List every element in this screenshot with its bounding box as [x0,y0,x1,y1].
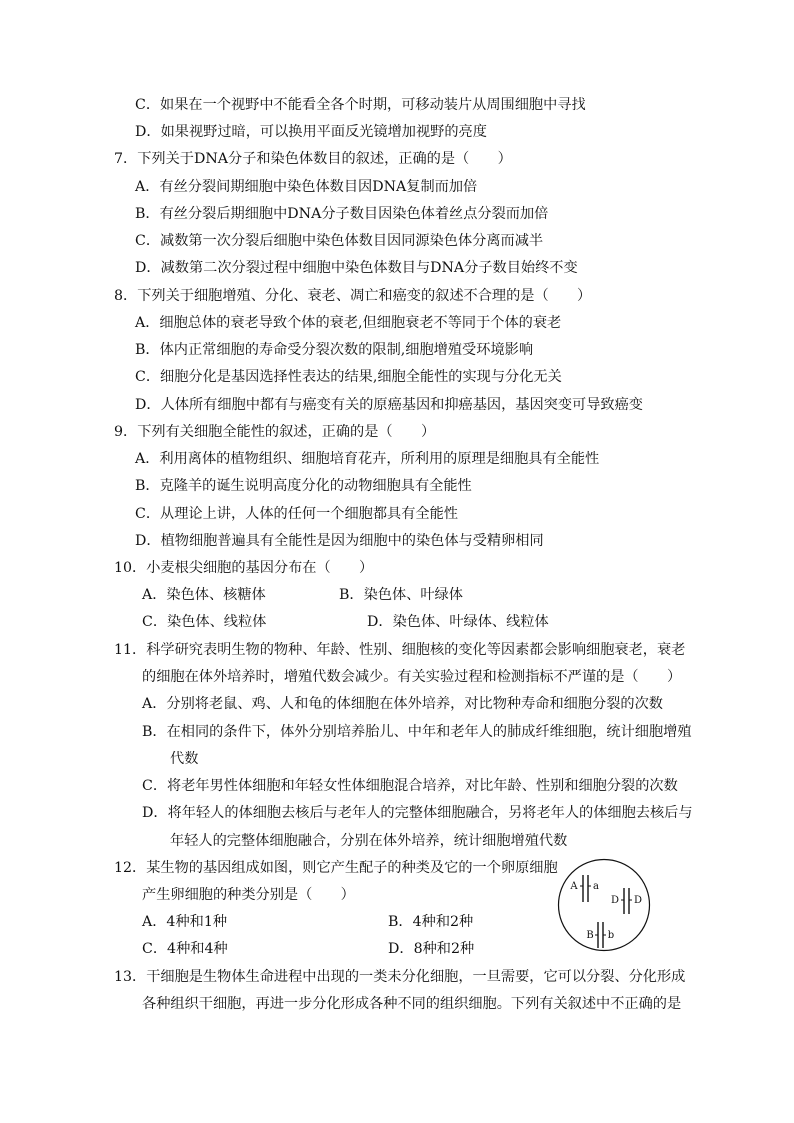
q12-option-a: A．4种和1种 [142,914,228,930]
q10-option-d: D．染色体、叶绿体、线粒体 [367,614,549,630]
gene-label-D2: D [633,895,643,906]
q12-option-d: D．8种和2种 [388,941,475,957]
q10-option-a: A．染色体、核糖体 [142,587,266,603]
q11-option-c: C．将老年男性体细胞和年轻女性体细胞混合培养，对比年龄、性别和细胞分裂的次数 [142,778,678,794]
q8-option-d: D．人体所有细胞中都有与癌变有关的原癌基因和抑癌基因，基因突变可导致癌变 [135,397,643,413]
q11-option-d-line2: 年轻人的完整体细胞融合，分别在体外培养，统计细胞增殖代数 [170,833,568,849]
gene-cell-figure [557,858,651,952]
q10-stem: 10．小麦根尖细胞的基因分布在（ ） [114,560,374,576]
q7-option-d: D．减数第二次分裂过程中细胞中染色体数目与DNA分子数目始终不变 [135,260,578,276]
q12-stem-line1: 12．某生物的基因组成如图，则它产生配子的种类及它的一个卵原细胞 [114,860,558,876]
q8-option-c: C．细胞分化是基因选择性表达的结果,细胞全能性的实现与分化无关 [135,369,562,385]
q13-stem-line1: 13．干细胞是生物体生命进程中出现的一类未分化细胞，一旦需要，它可以分裂、分化形成 [114,969,686,985]
q8-option-b: B．体内正常细胞的寿命受分裂次数的限制,细胞增殖受环境影响 [135,342,534,358]
q6-option-d: D．如果视野过暗，可以换用平面反光镜增加视野的亮度 [135,124,487,140]
q13-stem-line2: 各种组织干细胞，再进一步分化形成各种不同的组织细胞。下列有关叙述中不正确的是 [142,996,682,1012]
gene-label-D1: D [610,895,620,906]
q10-option-b: B．染色体、叶绿体 [339,587,463,603]
q7-stem: 7．下列关于DNA分子和染色体数目的叙述，正确的是（ ） [114,151,512,167]
q9-stem: 9．下列有关细胞全能性的叙述，正确的是（ ） [114,424,436,440]
q10-option-c: C．染色体、线粒体 [142,614,267,630]
q11-stem-line2: 的细胞在体外培养时，增殖代数会减少。有关实验过程和检测指标不严谨的是（ ） [142,669,682,685]
q11-stem-line1: 11．科学研究表明生物的物种、年龄、性别、细胞核的变化等因素都会影响细胞衰老，衰老 [114,642,686,658]
q8-option-a: A．细胞总体的衰老导致个体的衰老,但细胞衰老不等同于个体的衰老 [135,315,562,331]
gene-label-b: b [607,930,615,941]
q9-option-b: B．克隆羊的诞生说明高度分化的动物细胞具有全能性 [135,478,472,494]
q6-option-c: C．如果在一个视野中不能看全各个时期，可移动装片从周围细胞中寻找 [135,97,586,113]
q9-option-d: D．植物细胞普遍具有全能性是因为细胞中的染色体与受精卵相同 [135,533,544,549]
q7-option-a: A．有丝分裂间期细胞中染色体数目因DNA复制而加倍 [135,179,478,195]
q9-option-a: A．利用离体的植物组织、细胞培育花卉，所利用的原理是细胞具有全能性 [135,451,600,467]
gene-label-a: a [593,881,599,892]
q11-option-d-line1: D．将年轻人的体细胞去核后与老年人的完整体细胞融合，另将老年人的体细胞去核后与 [142,805,693,821]
q12-stem-line2: 产生卵细胞的种类分别是（ ） [142,887,355,903]
q11-option-b-line1: B．在相同的条件下，体外分别培养胎儿、中年和老年人的肺成纤维细胞，统计细胞增殖 [142,724,692,740]
gene-label-A: A [570,881,578,892]
q7-option-b: B．有丝分裂后期细胞中DNA分子数目因染色体着丝点分裂而加倍 [135,206,549,222]
q7-option-c: C．减数第一次分裂后细胞中染色体数目因同源染色体分离而减半 [135,233,544,249]
q11-option-a: A．分别将老鼠、鸡、人和龟的体细胞在体外培养，对比物种寿命和细胞分裂的次数 [142,696,663,712]
q9-option-c: C．从理论上讲，人体的任何一个细胞都具有全能性 [135,506,458,522]
q12-option-b: B．4种和2种 [388,914,474,930]
q8-stem: 8．下列关于细胞增殖、分化、衰老、凋亡和癌变的叙述不合理的是（ ） [114,288,592,304]
q11-option-b-line2: 代数 [170,751,199,767]
gene-label-B: B [586,930,594,941]
q12-option-c: C．4种和4种 [142,941,228,957]
